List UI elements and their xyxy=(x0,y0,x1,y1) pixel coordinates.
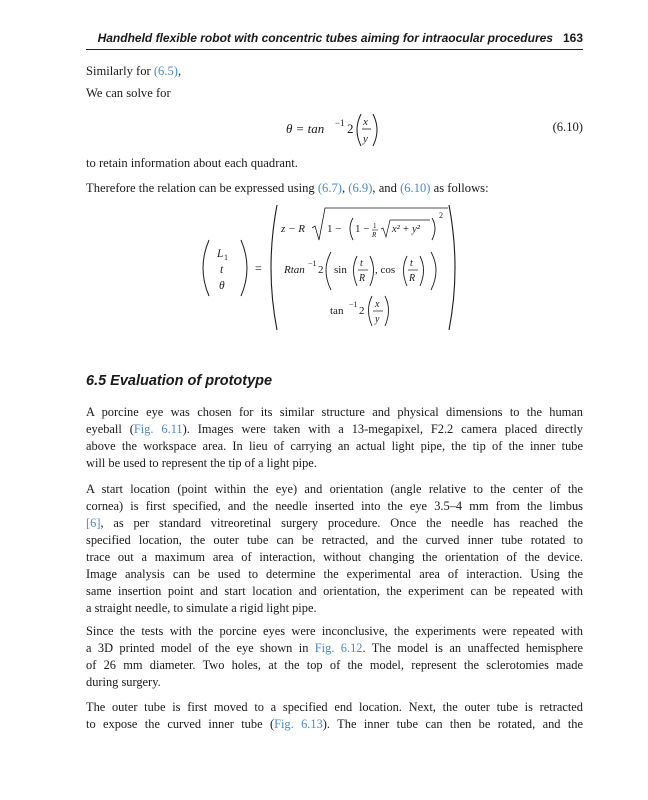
para2-line-6: Image analysis can be used to determine the experimental area of interaction. Using the xyxy=(86,567,583,581)
therefore-line: Therefore the relation can be expressed using (6.7), (6.9), and (6.10) as follows: xyxy=(86,181,489,195)
vector-left-paren xyxy=(203,240,209,296)
row2-outer-left-paren xyxy=(326,252,331,290)
vector-t: t xyxy=(220,264,224,276)
right-paren xyxy=(373,114,377,146)
intro-line-2: We can solve for xyxy=(86,86,171,100)
para1-line-1: A porcine eye was chosen for its similar structure and physical dimensions to the human xyxy=(86,405,583,419)
equation-number: (6.10) xyxy=(552,120,583,134)
row3-left-paren xyxy=(369,296,373,326)
paragraph-4 xyxy=(86,699,583,733)
para3-line-2: a 3D printed model of the eye shown in Fig. 6.12. The model is an unaffected hemisphere xyxy=(86,641,583,655)
para2-line-4: specified location, the outer tube can be retracted, and the curved inner tube rotated to xyxy=(86,533,583,547)
para2-line-7: same insertion point and start location and orientation, the experiment can be repeated with xyxy=(86,584,583,598)
row1-frac-num: 1 xyxy=(373,222,377,230)
row3-two: 2 xyxy=(359,305,365,317)
eq-numerator: x xyxy=(363,116,368,128)
row2-cos-right-paren xyxy=(420,256,424,286)
fig-6-13-link[interactable]: Fig. 6.13 xyxy=(274,717,323,731)
para2-line-3: [6], as per standard vitreoretinal surgery procedure. Once the needle has reached the xyxy=(86,516,583,530)
paragraph-1 xyxy=(86,404,583,472)
row1-one-minus: 1 − xyxy=(327,223,342,235)
left-paren xyxy=(357,114,361,146)
running-title: Handheld flexible robot with concentric tubes aiming for intraocular procedures xyxy=(97,31,553,45)
page-number: 163 xyxy=(562,31,583,45)
after-equation-text: to retain information about each quadrant. xyxy=(86,156,298,170)
para3-line-1: Since the tests with the porcine eyes were inconclusive, the experiments were repeated with xyxy=(86,624,583,638)
row3-right-paren xyxy=(385,296,389,326)
row2-cos: , cos xyxy=(375,264,396,276)
row3-den: y xyxy=(375,314,380,325)
para4-line-2: to expose the curved inner tube (Fig. 6.13). The inner tube can then be rotated, and the xyxy=(86,717,584,731)
row1-one-minus-inner: 1 − xyxy=(355,223,370,235)
vector-L: L xyxy=(217,248,224,260)
ref-6-9-link[interactable]: (6.9) xyxy=(348,181,373,195)
section-heading: 6.5 Evaluation of prototype xyxy=(86,373,273,389)
row2-outer-right-paren xyxy=(431,252,436,290)
vector-L-subscript: 1 xyxy=(224,253,228,262)
equation-6-10-math xyxy=(86,108,583,152)
para3-line-4: during surgery. xyxy=(86,675,161,689)
row1-power: 2 xyxy=(439,211,443,220)
row3-tan: tan xyxy=(330,305,344,317)
row2-exponent: −1 xyxy=(308,259,317,268)
row1-frac-den: R xyxy=(372,231,377,239)
row2-sin-num: t xyxy=(360,258,363,269)
header-rule xyxy=(86,49,583,50)
row1-inner-right-paren xyxy=(432,218,435,240)
matrix-right-paren xyxy=(449,205,455,330)
row1-sqrt-inner: x² + y² xyxy=(392,224,420,235)
row2-two: 2 xyxy=(318,264,324,276)
row1-z-minus-R: z − R xyxy=(281,223,305,235)
ref-6-link[interactable]: [6] xyxy=(86,516,101,530)
para4-line-1: The outer tube is first moved to a specified end location. Next, the outer tube is retracted xyxy=(86,700,583,714)
matrix-equals: = xyxy=(255,261,262,275)
para1-line-4: will be used to represent the tip of a light pipe. xyxy=(86,456,317,470)
paragraph-2 xyxy=(86,481,583,617)
row2-cos-left-paren xyxy=(404,256,408,286)
equation-6-10 xyxy=(86,108,583,152)
para2-line-5: trace out a maximum area of interaction, without changing the orientation of the device. xyxy=(86,550,583,564)
running-head xyxy=(86,31,583,49)
para2-line-1: A start location (point within the eye) and orientation (angle relative to the center of the xyxy=(86,482,583,496)
vector-theta: θ xyxy=(219,280,225,292)
row2-cos-num: t xyxy=(410,258,413,269)
para1-line-2: eyeball (Fig. 6.11). Images were taken with a 13-megapixel, F2.2 camera placed directly xyxy=(86,422,583,436)
vector-right-paren xyxy=(241,240,247,296)
row2-cos-den: R xyxy=(409,273,416,284)
fig-6-12-link[interactable]: Fig. 6.12 xyxy=(314,641,363,655)
eq-denominator: y xyxy=(363,133,368,145)
para1-line-3: above the workspace area. In lieu of carrying an actual light pipe, the tip of the inner tube xyxy=(86,439,583,453)
row2-sin-left-paren xyxy=(354,256,358,286)
matrix-equation xyxy=(195,200,465,335)
row2-R-tan: Rtan xyxy=(284,264,305,276)
row2-sin-den: R xyxy=(359,273,366,284)
paragraph-3 xyxy=(86,623,583,691)
para2-line-8: a straight needle, to simulate a rigid light pipe. xyxy=(86,601,317,615)
row2-sin: sin xyxy=(334,264,347,276)
row3-exponent: −1 xyxy=(349,300,358,309)
matrix-left-paren xyxy=(271,205,277,330)
eq-exponent: −1 xyxy=(335,118,345,128)
row1-inner-left-paren xyxy=(350,218,353,240)
ref-6-10-link[interactable]: (6.10) xyxy=(400,181,431,195)
eq-theta: θ = tan xyxy=(286,121,325,136)
fig-6-11-link[interactable]: Fig. 6.11 xyxy=(133,422,183,436)
equation-ref-link[interactable]: (6.5) xyxy=(153,64,178,78)
para3-line-3: of 26 mm diameter. Two holes, at the top of the model, represent the sclerotomies made xyxy=(86,658,583,672)
eq-two: 2 xyxy=(347,121,354,136)
row3-num: x xyxy=(375,299,380,310)
intro-line-1: Similarly for (6.5), xyxy=(86,64,182,78)
para2-line-2: cornea) is first specified, and the needle inserted into the eye 3.5–4 mm from the limbus xyxy=(86,499,583,513)
row2-sin-right-paren xyxy=(370,256,374,286)
ref-6-7-link[interactable]: (6.7) xyxy=(317,181,342,195)
